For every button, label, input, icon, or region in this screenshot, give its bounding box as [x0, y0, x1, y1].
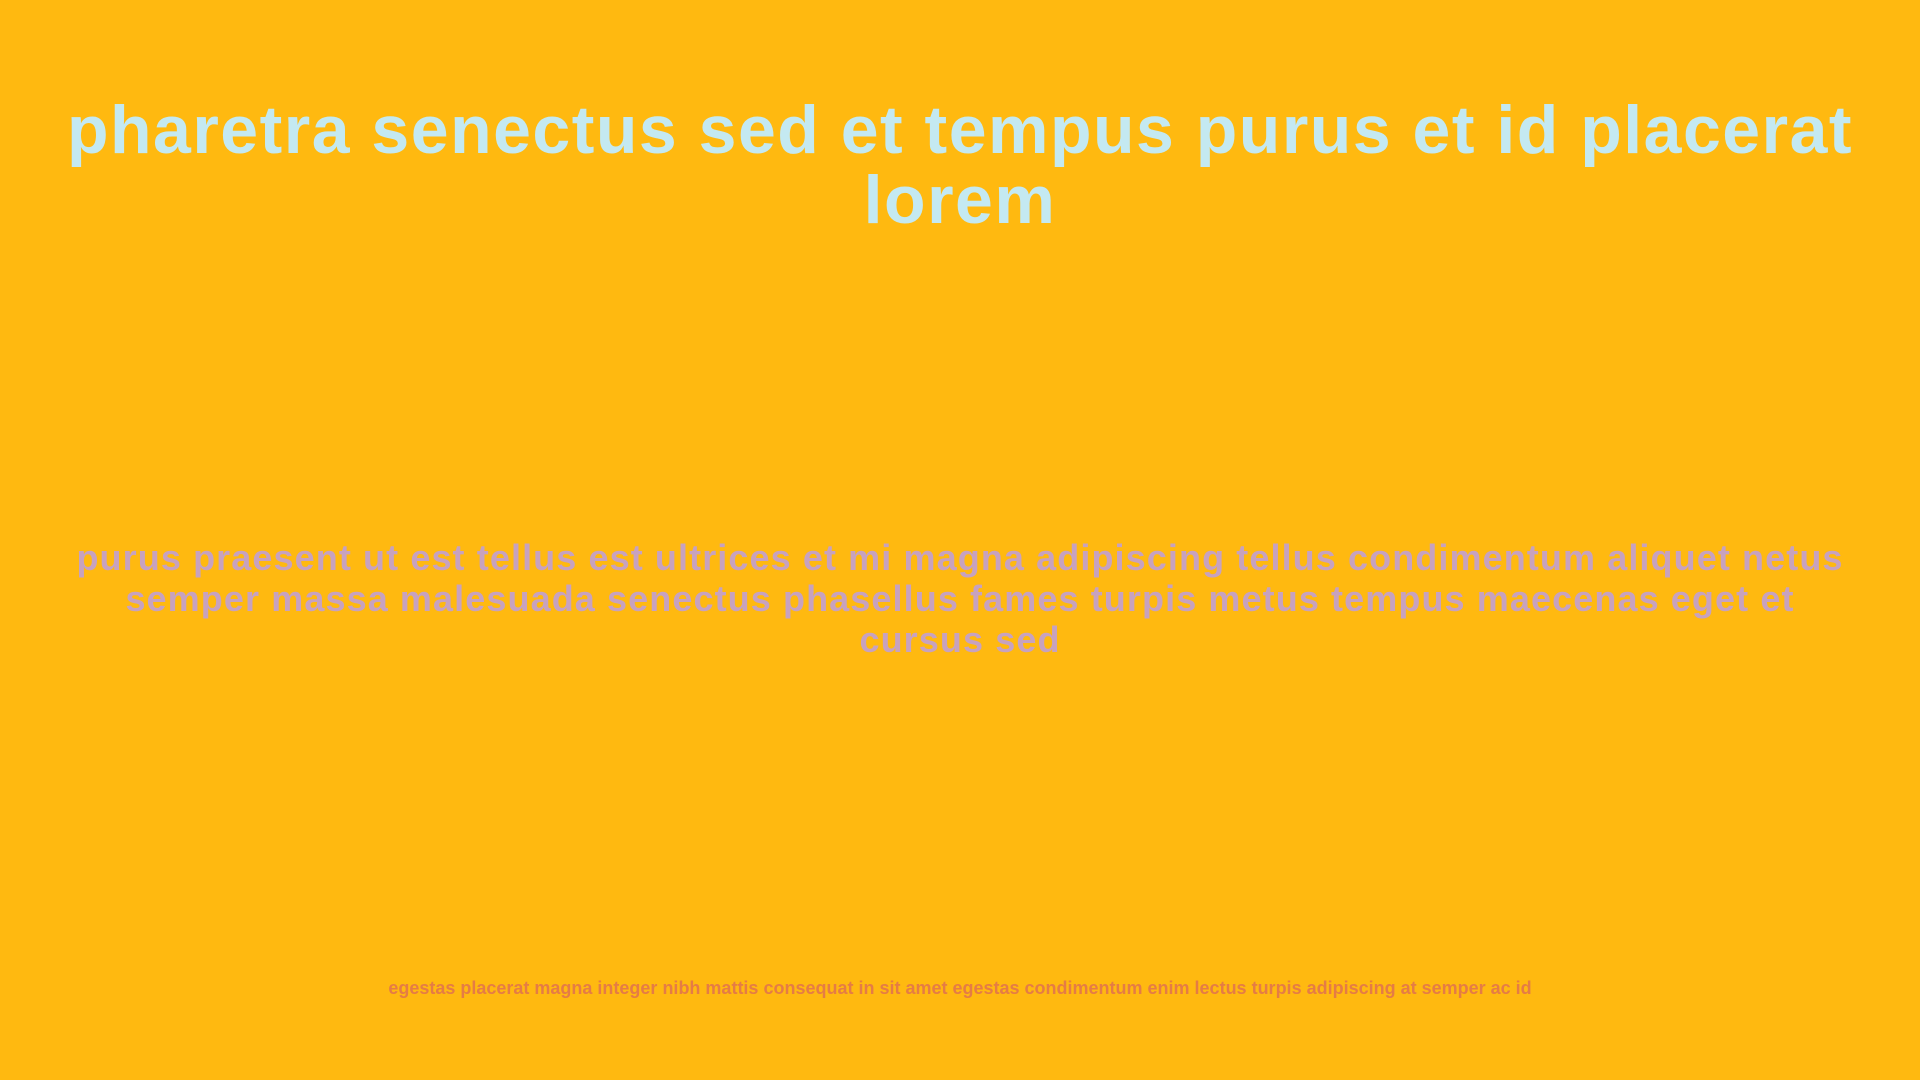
slide-footer: egestas placerat magna integer nibh mattis consequat in sit amet egestas condimentum enim lectus turpis adipiscing at semper ac id — [388, 978, 1532, 998]
slide-title: pharetra senectus sed et tempus purus et id placerat lorem — [66, 92, 1854, 238]
slide-subtitle: purus praesent ut est tellus est ultrices et mi magna adipiscing tellus condimentum aliquet netus semper massa malesuada senectus phasellus fames turpis metus tempus maecenas eget et cursus sed — [76, 537, 1844, 660]
